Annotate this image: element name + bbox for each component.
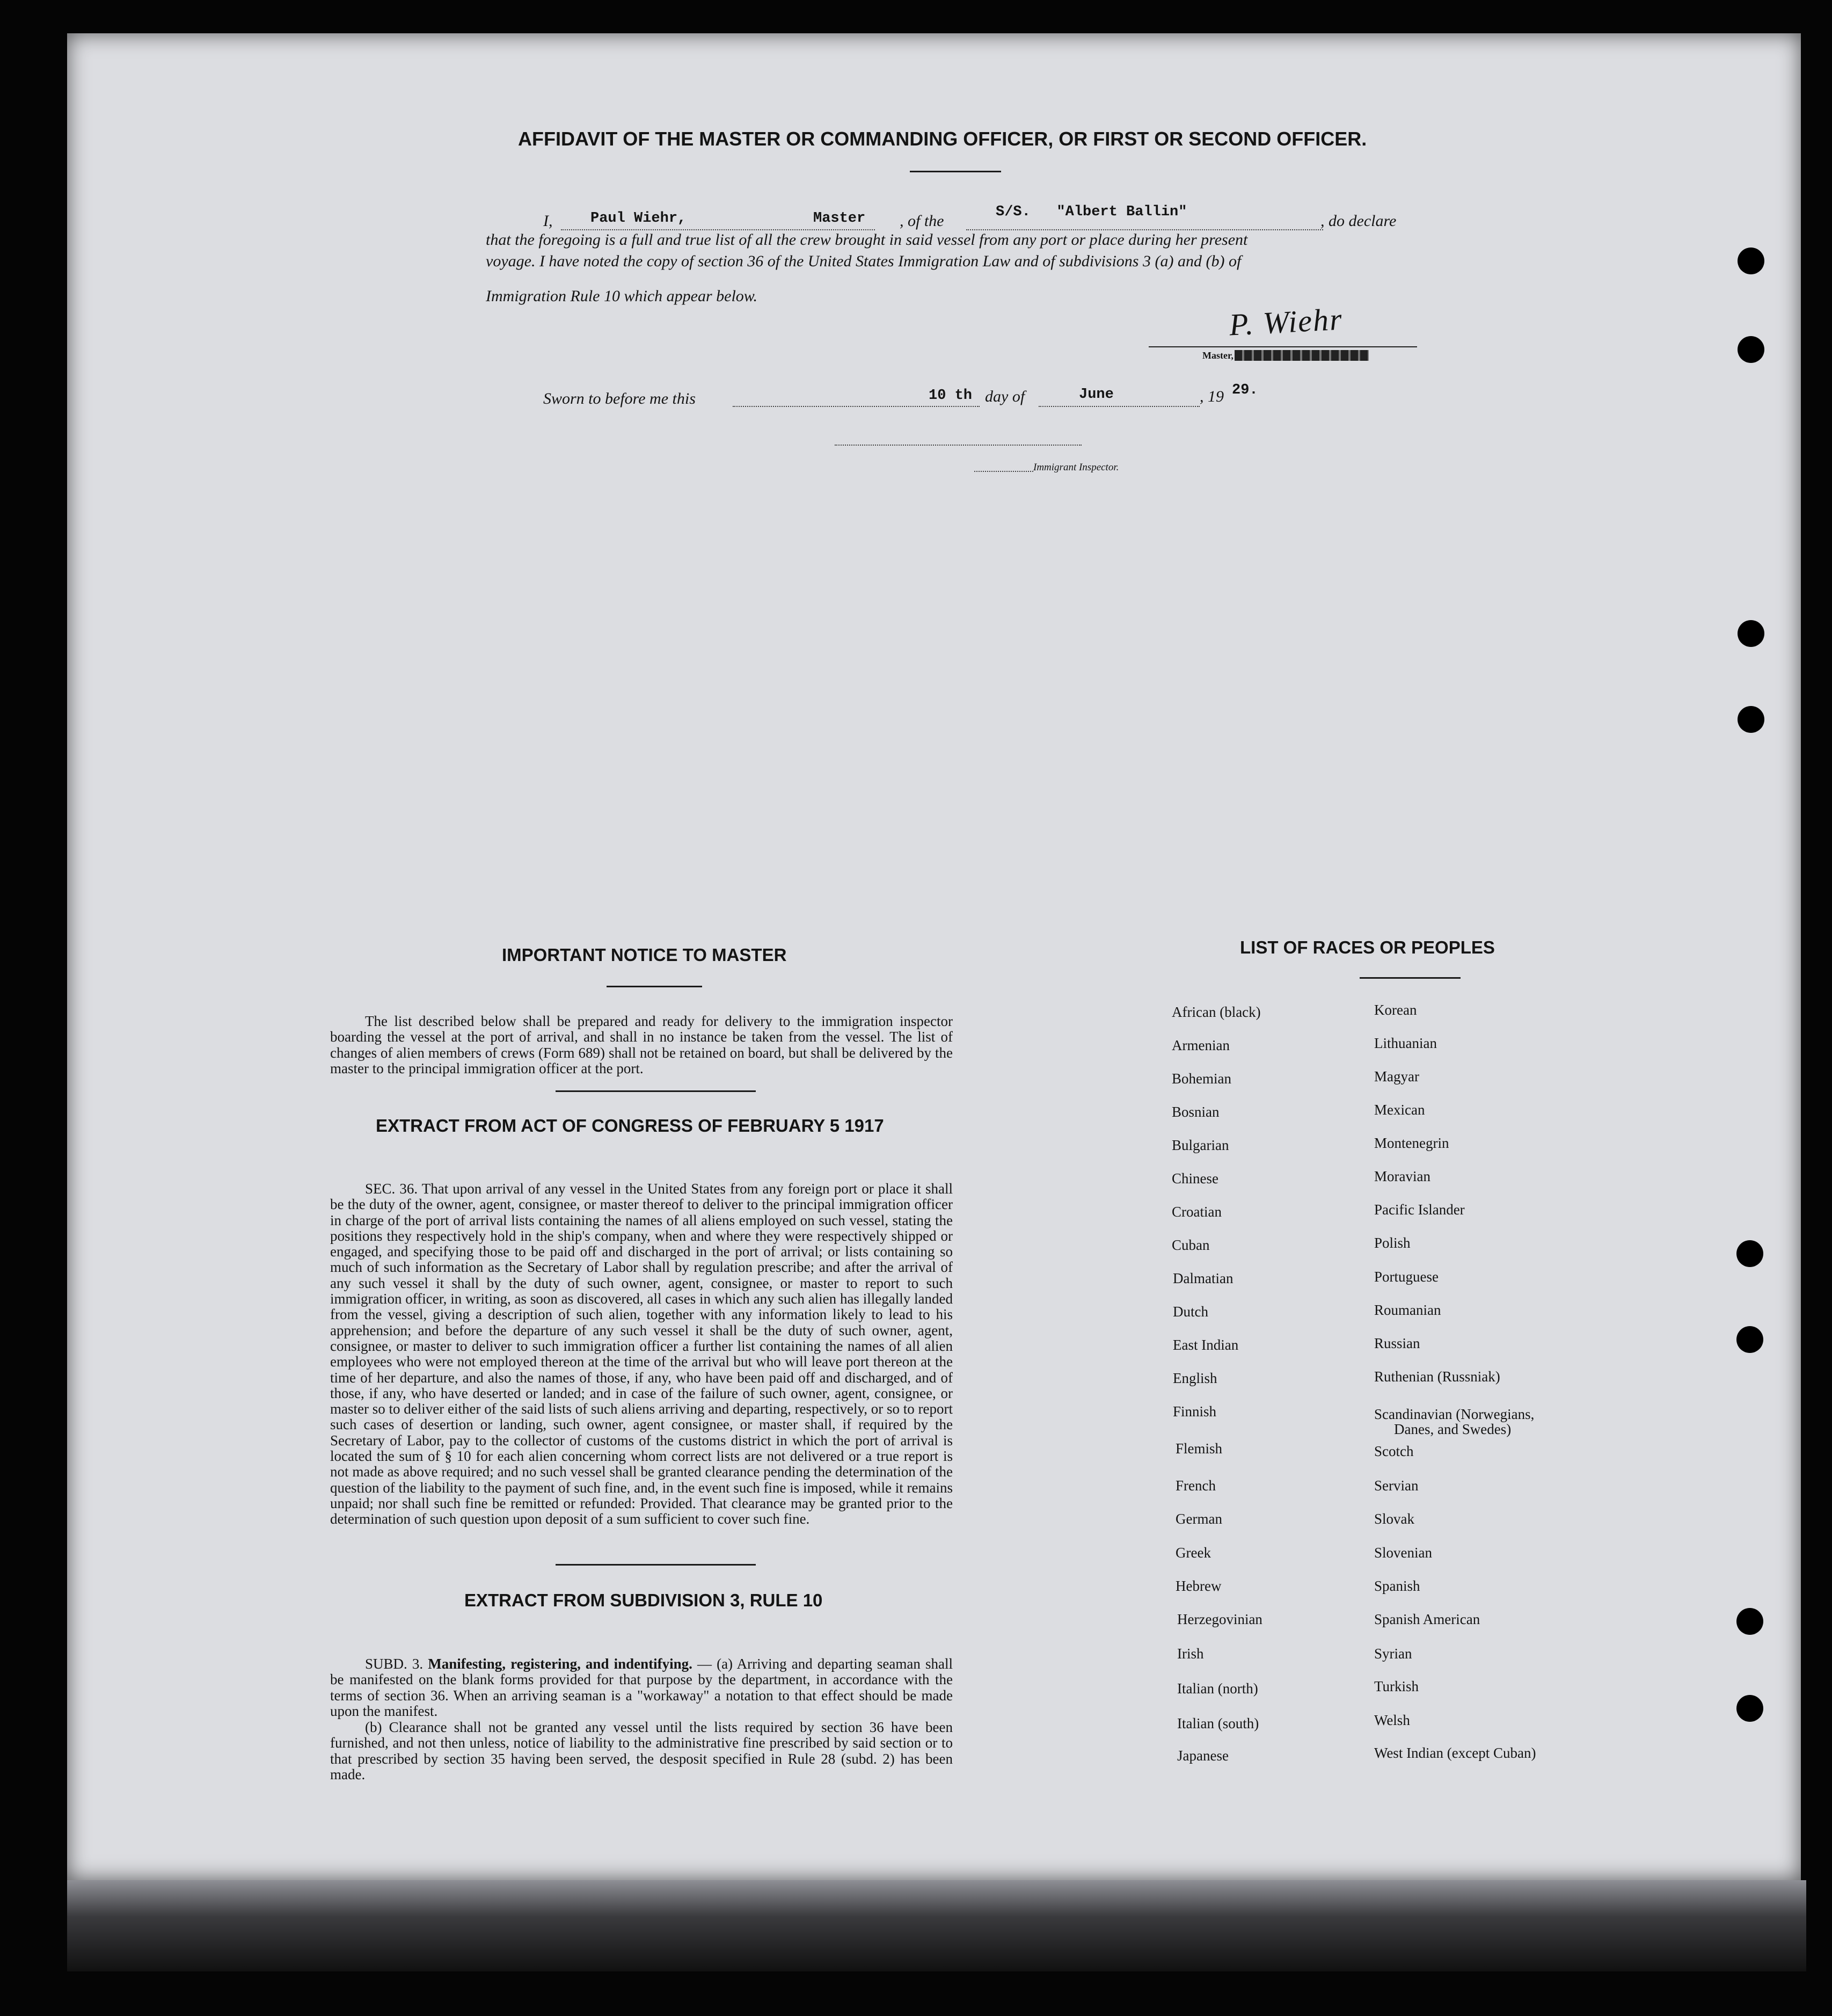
inspector-signature-line: [835, 445, 1082, 446]
race-item: Dutch: [1173, 1304, 1208, 1320]
document-page: [67, 33, 1801, 1880]
punch-hole: [1738, 336, 1764, 363]
master-name: Paul Wiehr,: [590, 210, 687, 227]
race-item: Magyar: [1374, 1068, 1419, 1085]
sworn-label: Sworn to before me this: [543, 390, 696, 407]
rule-title: EXTRACT FROM SUBDIVISION 3, RULE 10: [464, 1590, 823, 1610]
race-item: Scotch: [1374, 1443, 1414, 1459]
race-item: Spanish American: [1374, 1611, 1480, 1627]
race-item: German: [1176, 1511, 1222, 1527]
punch-hole: [1738, 706, 1764, 733]
race-item: Moravian: [1374, 1168, 1430, 1184]
race-item: Syrian: [1374, 1646, 1412, 1662]
race-item: Lithuanian: [1374, 1035, 1437, 1051]
races-title: LIST OF RACES OR PEOPLES: [1240, 937, 1495, 957]
punch-hole: [1736, 1326, 1763, 1353]
divider: [607, 986, 702, 987]
race-item: Hebrew: [1176, 1578, 1222, 1594]
affidavit-line-4: Immigration Rule 10 which appear below.: [486, 287, 758, 305]
race-item: Polish: [1374, 1235, 1411, 1251]
vessel-name: S/S. "Albert Ballin": [996, 204, 1187, 220]
subd-para-a: — (a) Arriving and departing seaman shall be manifested on the blank forms provided for that purpose by the department, in accordance with the terms of section 36. When an arriving seaman is a "workaway" a notation to that effect should be made upon the manifest.: [330, 1656, 953, 1719]
race-item: East Indian: [1173, 1337, 1239, 1353]
master-label: Master,: [1202, 350, 1234, 361]
race-item-continuation: Danes, and Swedes): [1394, 1421, 1512, 1437]
day-of-label: day of: [985, 388, 1025, 405]
subd-heading: Manifesting, registering, and indentifying.: [428, 1656, 692, 1672]
affidavit-i-label: I,: [543, 212, 553, 230]
race-item: Dalmatian: [1173, 1270, 1234, 1286]
page-bottom-edge: [67, 1880, 1806, 1971]
rule-para-a: [330, 1656, 953, 1719]
race-item: Servian: [1374, 1478, 1419, 1494]
year-prefix: , 19: [1200, 388, 1224, 405]
punch-hole: [1738, 620, 1764, 647]
vessel-line: [966, 229, 1323, 230]
race-item: French: [1176, 1478, 1216, 1494]
punch-hole: [1736, 1695, 1763, 1722]
divider: [1360, 977, 1461, 979]
race-item: Ruthenian (Russniak): [1374, 1369, 1500, 1385]
race-item: Greek: [1176, 1545, 1211, 1561]
race-item: Pacific Islander: [1374, 1202, 1465, 1218]
race-item: Korean: [1374, 1002, 1417, 1018]
subd-label: SUBD. 3.: [365, 1656, 424, 1672]
sworn-month-line: [1039, 406, 1200, 407]
punch-hole: [1736, 1240, 1763, 1267]
of-the-label: , of the: [900, 212, 944, 230]
sworn-day: 10 th: [929, 388, 973, 404]
affidavit-line-2: that the foregoing is a full and true list of all the crew brought in said vessel from any port or place during her present: [486, 231, 1248, 249]
race-item: Spanish: [1374, 1578, 1420, 1594]
sworn-day-line: [733, 406, 980, 407]
master-rank: Master: [813, 210, 866, 227]
act-text: SEC. 36. That upon arrival of any vessel in the United States from any foreign port or place it shall be the duty of the owner, agent, consignee, or master thereof to deliver to the principal immigration officer in charge of the port of arrival lists containing the names of all aliens employed on such vessel, stating the positions they respectively hold in the ship's company, when and where they were respectively shipped or engaged, and specifying those to be paid off and discharged in the port of arrival; or lists containing so much of such information as the Secretary of Labor shall by regulation prescribe; and after the arrival of any such vessel it shall by the duty of such owner, agent, consignee, or master to report to such immigration officer, in writing, as soon as discovered, all cases in which any such alien has illegally landed from the vessel, giving a description of such alien, together with any information likely to lead to his apprehension; and before the departure of any such vessel it shall be the duty of such owner, agent, consignee, or master to deliver to such immigration officer a further list containing the names of all alien employees who were not employed thereon at the time of the arrival but who will leave port thereon at the time of her departure, and also the names of those, if any, who have been paid off and discharged, and of those, if any, who have deserted or landed; and in case of the failure of such owner, agent, consignee, or master so to deliver either of the said lists of such aliens arriving and departing, respectively, or so to report such cases of desertion or landing, such owner, agent consignee, or master shall, if required by the Secretary of Labor, pay to the collector of customs of the customs district in which the port of arrival is located the sum of § 10 for each alien concerning whom correct lists are not delivered or a true report is not made as above required; and no such vessel shall be granted clearance pending the determination of the question of the liability to the payment of such fine, and, in the event such fine is imposed, while it remains unpaid; nor shall such fine be remitted or refunded: Provided. That clearance may be granted prior to the determination of such question upon deposit of a sum sufficient to cover such fine.: [330, 1181, 953, 1527]
rule-para-b: (b) Clearance shall not be granted any vessel until the lists required by section 36 have been furnished, and not then unless, notice of liability to the administrative fine prescribed by said section or to that prescribed by section 35 having been served, the desposit specified in Rule 28 (subd. 2) has been made.: [330, 1719, 953, 1782]
race-item: Cuban: [1172, 1237, 1210, 1253]
race-item: Montenegrin: [1374, 1135, 1449, 1151]
notice-text: The list described below shall be prepared and ready for delivery to the immigration inspector boarding the vessel at the port of arrival, and shall in no instance be taken from the vessel. The list of changes of alien members of crews (Form 689) shall not be retained on board, but shall be delivered by the master to the principal immigration officer at the port.: [330, 1013, 953, 1076]
race-item: Herzegovinian: [1177, 1611, 1262, 1627]
affidavit-line-3: voyage. I have noted the copy of section 36 of the United States Immigration Law and of subdivisions 3 (a) and (b) of: [486, 252, 1242, 270]
race-item: Italian (south): [1177, 1715, 1259, 1731]
race-item: Finnish: [1173, 1403, 1217, 1420]
race-item: Portuguese: [1374, 1269, 1439, 1285]
race-item: Slovak: [1374, 1511, 1415, 1527]
punch-hole: [1738, 248, 1764, 274]
race-item: Scandinavian (Norwegians,: [1374, 1406, 1535, 1422]
race-item: West Indian (except Cuban): [1374, 1745, 1536, 1761]
race-item: Mexican: [1374, 1102, 1425, 1118]
sworn-month: June: [1079, 387, 1114, 403]
race-item: Slovenian: [1374, 1545, 1432, 1561]
race-item: Turkish: [1374, 1678, 1419, 1694]
race-item: Bulgarian: [1172, 1137, 1229, 1153]
race-item: Japanese: [1177, 1748, 1229, 1764]
name-line: [561, 229, 875, 230]
do-declare-label: , do declare: [1320, 212, 1397, 230]
divider: [556, 1090, 756, 1092]
race-item: Irish: [1177, 1646, 1204, 1662]
race-item: Chinese: [1172, 1170, 1218, 1187]
divider: [556, 1564, 756, 1566]
race-item: Roumanian: [1374, 1302, 1441, 1318]
race-item: Bohemian: [1172, 1071, 1231, 1087]
punch-hole: [1736, 1608, 1763, 1635]
master-signature: P. Wiehr: [1228, 301, 1344, 343]
act-title: EXTRACT FROM ACT OF CONGRESS OF FEBRUARY 5 1917: [376, 1116, 884, 1136]
race-item: Italian (north): [1177, 1680, 1258, 1697]
struck-out-title: [1235, 350, 1369, 361]
race-item: Bosnian: [1172, 1104, 1220, 1120]
race-item: Flemish: [1176, 1440, 1223, 1457]
divider: [910, 171, 1001, 172]
notice-title: IMPORTANT NOTICE TO MASTER: [502, 945, 787, 965]
signature-line: [1149, 346, 1417, 347]
affidavit-title: AFFIDAVIT OF THE MASTER OR COMMANDING OFFICER, OR FIRST OR SECOND OFFICER.: [518, 128, 1367, 150]
inspector-label: Immigrant Inspector.: [1033, 462, 1119, 473]
race-item: English: [1173, 1370, 1217, 1386]
race-item: Armenian: [1172, 1037, 1230, 1053]
inspector-line: [974, 471, 1033, 472]
race-item: African (black): [1172, 1004, 1261, 1020]
race-item: Russian: [1374, 1335, 1420, 1351]
race-item: Welsh: [1374, 1712, 1410, 1728]
race-item: Croatian: [1172, 1204, 1222, 1220]
sworn-year: 29.: [1232, 382, 1258, 398]
